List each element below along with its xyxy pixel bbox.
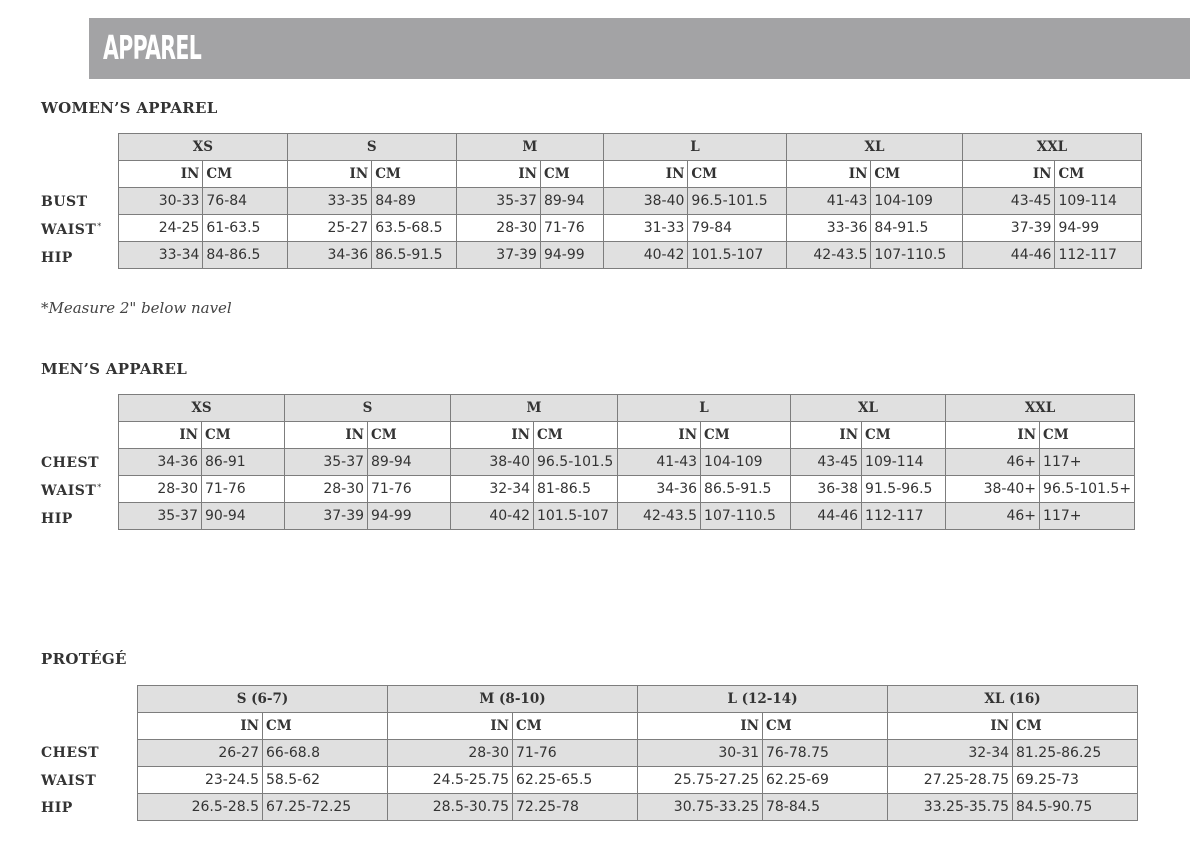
measurement-in-cell: 42-43.5 bbox=[787, 242, 871, 269]
measurement-cm-cell: 69.25-73 bbox=[1013, 767, 1138, 794]
measurement-in-cell: 26.5-28.5 bbox=[138, 794, 263, 821]
mens-row-label: WAIST* bbox=[41, 483, 102, 499]
measurement-in-cell: 25-27 bbox=[287, 215, 371, 242]
measurement-in-cell: 40-42 bbox=[604, 242, 688, 269]
measurement-cm-cell: 90-94 bbox=[202, 503, 285, 530]
measurement-in-cell: 25.75-27.25 bbox=[638, 767, 763, 794]
size-header: L (12-14) bbox=[638, 686, 888, 713]
size-header: XL bbox=[787, 134, 963, 161]
measurement-cm-cell: 62.25-69 bbox=[763, 767, 888, 794]
measurement-cm-cell: 72.25-78 bbox=[513, 794, 638, 821]
measurement-cm-cell: 96.5-101.5 bbox=[534, 449, 618, 476]
measurement-in-cell: 30.75-33.25 bbox=[638, 794, 763, 821]
measurement-in-cell: 34-36 bbox=[618, 476, 701, 503]
measurement-cm-cell: 96.5-101.5 bbox=[688, 188, 787, 215]
measurement-in-cell: 43-45 bbox=[791, 449, 862, 476]
unit-in-label: IN bbox=[946, 422, 1040, 449]
measurement-in-cell: 46+ bbox=[946, 503, 1040, 530]
measurement-cm-cell: 84-86.5 bbox=[203, 242, 287, 269]
protege-row-label: WAIST bbox=[41, 773, 97, 789]
measurement-in-cell: 44-46 bbox=[791, 503, 862, 530]
measurement-in-cell: 38-40 bbox=[451, 449, 534, 476]
unit-cm-label: CM bbox=[203, 161, 287, 188]
measurement-in-cell: 34-36 bbox=[119, 449, 202, 476]
measurement-in-cell: 41-43 bbox=[787, 188, 871, 215]
measurement-cm-cell: 94-99 bbox=[368, 503, 451, 530]
unit-cm-label: CM bbox=[763, 713, 888, 740]
size-header: XS bbox=[119, 395, 285, 422]
mens-row-label: HIP bbox=[41, 511, 73, 527]
measurement-in-cell: 42-43.5 bbox=[618, 503, 701, 530]
unit-in-label: IN bbox=[388, 713, 513, 740]
measurement-in-cell: 27.25-28.75 bbox=[888, 767, 1013, 794]
unit-in-label: IN bbox=[119, 161, 203, 188]
measurement-cm-cell: 78-84.5 bbox=[763, 794, 888, 821]
table-row bbox=[119, 215, 1142, 242]
measurement-in-cell: 37-39 bbox=[456, 242, 540, 269]
measurement-cm-cell: 94-99 bbox=[1055, 215, 1142, 242]
measurement-in-cell: 30-31 bbox=[638, 740, 763, 767]
measurement-cm-cell: 81.25-86.25 bbox=[1013, 740, 1138, 767]
measurement-in-cell: 33-35 bbox=[287, 188, 371, 215]
unit-cm-label: CM bbox=[1013, 713, 1138, 740]
unit-cm-label: CM bbox=[368, 422, 451, 449]
protege-row-label: HIP bbox=[41, 800, 73, 816]
table-row bbox=[119, 476, 1135, 503]
measurement-in-cell: 37-39 bbox=[285, 503, 368, 530]
waist-measure-note: *Measure 2" below navel bbox=[41, 299, 232, 317]
unit-in-label: IN bbox=[604, 161, 688, 188]
measurement-in-cell: 35-37 bbox=[285, 449, 368, 476]
size-header: XS bbox=[119, 134, 288, 161]
unit-cm-label: CM bbox=[701, 422, 791, 449]
measurement-cm-cell: 109-114 bbox=[1055, 188, 1142, 215]
unit-cm-label: CM bbox=[688, 161, 787, 188]
measurement-in-cell: 44-46 bbox=[962, 242, 1055, 269]
measurement-cm-cell: 96.5-101.5+ bbox=[1040, 476, 1135, 503]
womens-size-table bbox=[118, 133, 1142, 269]
unit-cm-label: CM bbox=[263, 713, 388, 740]
measurement-in-cell: 33.25-35.75 bbox=[888, 794, 1013, 821]
size-header: M bbox=[451, 395, 618, 422]
womens-section-title: WOMEN’S APPAREL bbox=[41, 99, 218, 117]
unit-in-label: IN bbox=[638, 713, 763, 740]
unit-in-label: IN bbox=[138, 713, 263, 740]
measurement-cm-cell: 89-94 bbox=[540, 188, 603, 215]
measurement-cm-cell: 112-117 bbox=[1055, 242, 1142, 269]
measurement-in-cell: 28.5-30.75 bbox=[388, 794, 513, 821]
table-row bbox=[138, 767, 1138, 794]
measurement-cm-cell: 101.5-107 bbox=[688, 242, 787, 269]
measurement-cm-cell: 86-91 bbox=[202, 449, 285, 476]
unit-in-label: IN bbox=[119, 422, 202, 449]
table-row bbox=[119, 242, 1142, 269]
unit-in-label: IN bbox=[787, 161, 871, 188]
measurement-cm-cell: 58.5-62 bbox=[263, 767, 388, 794]
measurement-in-cell: 38-40 bbox=[604, 188, 688, 215]
table-row bbox=[138, 740, 1138, 767]
apparel-banner bbox=[89, 18, 1190, 79]
measurement-in-cell: 32-34 bbox=[451, 476, 534, 503]
measurement-in-cell: 35-37 bbox=[456, 188, 540, 215]
unit-cm-label: CM bbox=[540, 161, 603, 188]
measurement-in-cell: 40-42 bbox=[451, 503, 534, 530]
measurement-in-cell: 33-34 bbox=[119, 242, 203, 269]
size-header: XL (16) bbox=[888, 686, 1138, 713]
unit-in-label: IN bbox=[791, 422, 862, 449]
measurement-cm-cell: 91.5-96.5 bbox=[862, 476, 946, 503]
size-header: XL bbox=[791, 395, 946, 422]
measurement-cm-cell: 81-86.5 bbox=[534, 476, 618, 503]
table-row bbox=[119, 449, 1135, 476]
measurement-cm-cell: 109-114 bbox=[862, 449, 946, 476]
unit-cm-label: CM bbox=[513, 713, 638, 740]
mens-row-label: CHEST bbox=[41, 455, 100, 471]
measurement-cm-cell: 104-109 bbox=[871, 188, 963, 215]
measurement-cm-cell: 107-110.5 bbox=[701, 503, 791, 530]
measurement-cm-cell: 67.25-72.25 bbox=[263, 794, 388, 821]
measurement-cm-cell: 117+ bbox=[1040, 503, 1135, 530]
measurement-cm-cell: 76-84 bbox=[203, 188, 287, 215]
measurement-cm-cell: 84-91.5 bbox=[871, 215, 963, 242]
measurement-in-cell: 32-34 bbox=[888, 740, 1013, 767]
table-row bbox=[119, 503, 1135, 530]
measurement-cm-cell: 84-89 bbox=[372, 188, 456, 215]
size-header: M bbox=[456, 134, 603, 161]
size-header: M (8-10) bbox=[388, 686, 638, 713]
size-header: L bbox=[604, 134, 787, 161]
unit-cm-label: CM bbox=[862, 422, 946, 449]
unit-cm-label: CM bbox=[202, 422, 285, 449]
size-header: S bbox=[285, 395, 451, 422]
measurement-in-cell: 37-39 bbox=[962, 215, 1055, 242]
mens-size-table bbox=[118, 394, 1135, 530]
size-header: XXL bbox=[946, 395, 1135, 422]
unit-in-label: IN bbox=[451, 422, 534, 449]
measurement-in-cell: 33-36 bbox=[787, 215, 871, 242]
unit-cm-label: CM bbox=[1040, 422, 1135, 449]
womens-row-label: WAIST* bbox=[41, 222, 102, 238]
unit-in-label: IN bbox=[888, 713, 1013, 740]
womens-row-label: HIP bbox=[41, 250, 73, 266]
measurement-cm-cell: 104-109 bbox=[701, 449, 791, 476]
mens-section-title: MEN’S APPAREL bbox=[41, 360, 188, 378]
measurement-cm-cell: 71-76 bbox=[513, 740, 638, 767]
unit-in-label: IN bbox=[962, 161, 1055, 188]
table-row bbox=[138, 794, 1138, 821]
measurement-in-cell: 23-24.5 bbox=[138, 767, 263, 794]
measurement-in-cell: 35-37 bbox=[119, 503, 202, 530]
measurement-cm-cell: 84.5-90.75 bbox=[1013, 794, 1138, 821]
protege-section-title: PROTÉGÉ bbox=[41, 650, 127, 668]
measurement-in-cell: 41-43 bbox=[618, 449, 701, 476]
unit-cm-label: CM bbox=[534, 422, 618, 449]
protege-row-label: CHEST bbox=[41, 745, 100, 761]
size-header: S (6-7) bbox=[138, 686, 388, 713]
table-row bbox=[119, 188, 1142, 215]
unit-cm-label: CM bbox=[372, 161, 456, 188]
protege-size-table bbox=[137, 685, 1138, 821]
measurement-in-cell: 28-30 bbox=[388, 740, 513, 767]
measurement-in-cell: 43-45 bbox=[962, 188, 1055, 215]
measurement-cm-cell: 101.5-107 bbox=[534, 503, 618, 530]
measurement-cm-cell: 63.5-68.5 bbox=[372, 215, 456, 242]
measurement-in-cell: 36-38 bbox=[791, 476, 862, 503]
measurement-cm-cell: 76-78.75 bbox=[763, 740, 888, 767]
measurement-in-cell: 31-33 bbox=[604, 215, 688, 242]
measurement-cm-cell: 117+ bbox=[1040, 449, 1135, 476]
unit-in-label: IN bbox=[287, 161, 371, 188]
measurement-cm-cell: 71-76 bbox=[540, 215, 603, 242]
unit-cm-label: CM bbox=[1055, 161, 1142, 188]
measurement-in-cell: 46+ bbox=[946, 449, 1040, 476]
measurement-in-cell: 28-30 bbox=[456, 215, 540, 242]
measurement-cm-cell: 86.5-91.5 bbox=[372, 242, 456, 269]
measurement-in-cell: 34-36 bbox=[287, 242, 371, 269]
unit-in-label: IN bbox=[285, 422, 368, 449]
measurement-cm-cell: 94-99 bbox=[540, 242, 603, 269]
measurement-in-cell: 30-33 bbox=[119, 188, 203, 215]
measurement-cm-cell: 79-84 bbox=[688, 215, 787, 242]
measurement-cm-cell: 66-68.8 bbox=[263, 740, 388, 767]
measurement-cm-cell: 86.5-91.5 bbox=[701, 476, 791, 503]
measurement-in-cell: 26-27 bbox=[138, 740, 263, 767]
measurement-cm-cell: 62.25-65.5 bbox=[513, 767, 638, 794]
unit-in-label: IN bbox=[456, 161, 540, 188]
size-header: L bbox=[618, 395, 791, 422]
measurement-cm-cell: 61-63.5 bbox=[203, 215, 287, 242]
measurement-in-cell: 28-30 bbox=[119, 476, 202, 503]
banner-title: APPAREL bbox=[103, 28, 202, 67]
womens-row-label: BUST bbox=[41, 194, 88, 210]
measurement-cm-cell: 71-76 bbox=[368, 476, 451, 503]
unit-in-label: IN bbox=[618, 422, 701, 449]
measurement-cm-cell: 112-117 bbox=[862, 503, 946, 530]
measurement-cm-cell: 89-94 bbox=[368, 449, 451, 476]
measurement-cm-cell: 71-76 bbox=[202, 476, 285, 503]
size-header: XXL bbox=[962, 134, 1141, 161]
unit-cm-label: CM bbox=[871, 161, 963, 188]
size-header: S bbox=[287, 134, 456, 161]
measurement-in-cell: 28-30 bbox=[285, 476, 368, 503]
measurement-in-cell: 24.5-25.75 bbox=[388, 767, 513, 794]
measurement-cm-cell: 107-110.5 bbox=[871, 242, 963, 269]
measurement-in-cell: 38-40+ bbox=[946, 476, 1040, 503]
measurement-in-cell: 24-25 bbox=[119, 215, 203, 242]
